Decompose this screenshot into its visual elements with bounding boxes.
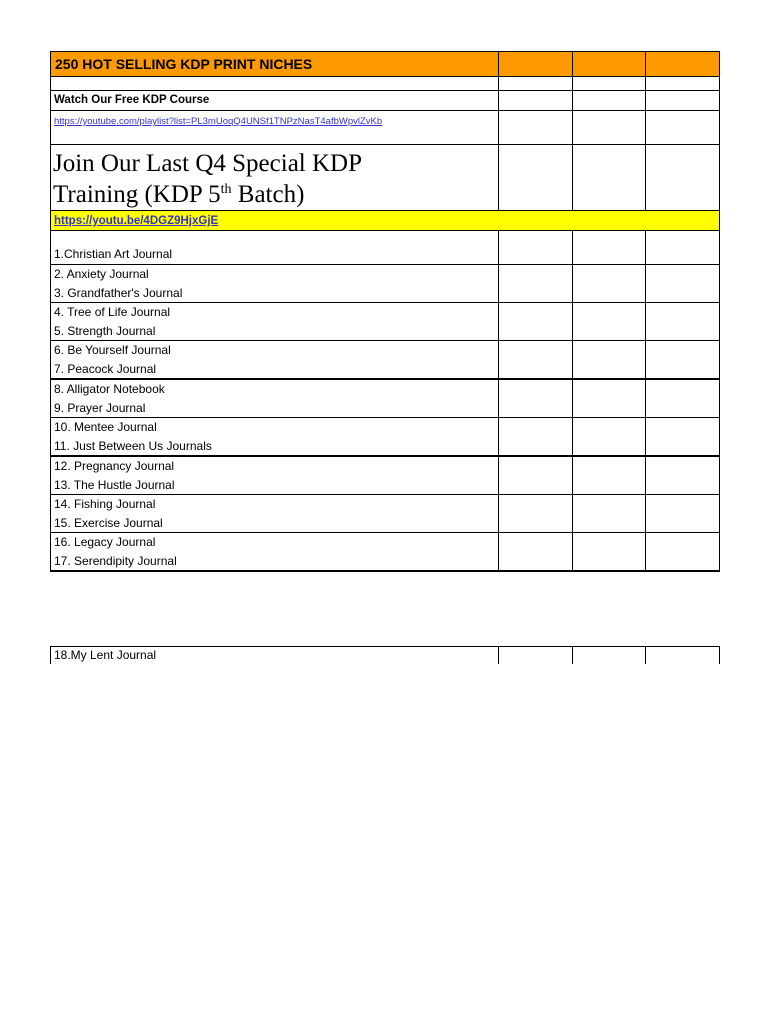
empty-cell (499, 265, 573, 303)
empty-cell (573, 231, 646, 265)
empty-cell (573, 265, 646, 303)
empty-cell (499, 211, 573, 231)
empty-cell (573, 533, 646, 572)
empty-cell (499, 647, 573, 665)
spacer-row (51, 77, 720, 91)
empty-cell (499, 145, 573, 211)
empty-cell (573, 647, 646, 665)
list-item: 12. Pregnancy Journal (54, 459, 175, 473)
item-cell (51, 265, 499, 303)
table-row (51, 379, 720, 418)
item-cell (51, 533, 499, 572)
empty-cell (646, 211, 720, 231)
list-item: 16. Legacy Journal (54, 535, 156, 549)
empty-cell (646, 303, 720, 341)
course-link[interactable]: https://youtube.com/playlist?list=PL3mUoqQ4UNSf1TNPzNasT4afbWpvlZvKb (54, 116, 383, 127)
table-row (51, 231, 720, 265)
training-line-1: Join Our Last Q4 Special KDP (53, 150, 362, 177)
empty-cell (499, 111, 573, 145)
training-link-row (51, 211, 720, 231)
empty-cell (573, 456, 646, 495)
empty-cell (646, 418, 720, 457)
item-cell (51, 379, 499, 418)
empty-cell (499, 495, 573, 533)
empty-cell (573, 91, 646, 111)
training-link-cell (51, 211, 499, 231)
niches-table (50, 51, 720, 572)
empty-cell (573, 211, 646, 231)
item-cell (51, 418, 499, 457)
empty-cell (499, 533, 573, 572)
empty-cell (646, 456, 720, 495)
list-item: 14. Fishing Journal (54, 497, 156, 511)
empty-cell (499, 91, 573, 111)
empty-cell (499, 77, 573, 91)
empty-cell (499, 341, 573, 380)
table-row (51, 303, 720, 341)
list-item: 2. Anxiety Journal (54, 267, 149, 281)
course-link-row (51, 111, 720, 145)
item-cell (51, 647, 499, 665)
table-row (51, 341, 720, 380)
table-row (51, 495, 720, 533)
item-cell (51, 495, 499, 533)
empty-cell (499, 456, 573, 495)
empty-cell (573, 418, 646, 457)
course-row (51, 91, 720, 111)
list-item: 1.Christian Art Journal (54, 247, 173, 261)
empty-cell (499, 379, 573, 418)
empty-cell (573, 77, 646, 91)
header-row (51, 52, 720, 77)
empty-cell (573, 145, 646, 211)
sheet-title: 250 HOT SELLING KDP PRINT NICHES (51, 52, 499, 77)
list-item: 3. Grandfather's Journal (54, 285, 183, 300)
list-item: 10. Mentee Journal (54, 420, 157, 434)
list-item: 5. Strength Journal (54, 323, 156, 338)
list-item: 4. Tree of Life Journal (54, 305, 171, 319)
empty-cell (646, 533, 720, 572)
empty-cell (51, 77, 499, 91)
empty-cell (499, 231, 573, 265)
list-item: 13. The Hustle Journal (54, 477, 175, 492)
empty-cell (573, 341, 646, 380)
empty-cell (499, 52, 573, 77)
list-item: 15. Exercise Journal (54, 515, 163, 530)
table-row (51, 647, 720, 665)
empty-cell (646, 231, 720, 265)
empty-cell (646, 111, 720, 145)
list-item: 8. Alligator Notebook (54, 382, 165, 396)
list-item: 9. Prayer Journal (54, 400, 146, 415)
table-row (51, 265, 720, 303)
item-cell (51, 456, 499, 495)
training-link[interactable]: https://youtu.be/4DGZ9HjxGjE (54, 215, 219, 227)
item-cell (51, 231, 499, 265)
empty-cell (646, 145, 720, 211)
list-item: 18.My Lent Journal (54, 648, 157, 662)
empty-cell (646, 91, 720, 111)
list-item: 11. Just Between Us Journals (54, 438, 212, 453)
item-cell (51, 303, 499, 341)
list-item: 6. Be Yourself Journal (54, 343, 171, 357)
training-row (51, 145, 720, 211)
table-row (51, 456, 720, 495)
niches-table-continued (50, 646, 720, 664)
empty-cell (646, 265, 720, 303)
empty-cell (646, 77, 720, 91)
training-line-2-post: Batch) (231, 181, 305, 208)
list-item: 7. Peacock Journal (54, 361, 157, 376)
course-link-cell (51, 111, 499, 145)
list-item: 17. Serendipity Journal (54, 553, 177, 568)
table-row (51, 533, 720, 572)
empty-cell (646, 647, 720, 665)
empty-cell (499, 418, 573, 457)
training-line-2-sup: th (220, 182, 232, 197)
empty-cell (573, 495, 646, 533)
empty-cell (499, 303, 573, 341)
table-row (51, 418, 720, 457)
training-heading (51, 145, 499, 211)
course-label: Watch Our Free KDP Course (51, 91, 499, 111)
empty-cell (646, 495, 720, 533)
empty-cell (646, 52, 720, 77)
empty-cell (573, 111, 646, 145)
empty-cell (646, 379, 720, 418)
item-cell (51, 341, 499, 380)
empty-cell (573, 379, 646, 418)
training-line-2-pre: Training (KDP 5 (53, 181, 221, 208)
empty-cell (573, 52, 646, 77)
empty-cell (646, 341, 720, 380)
empty-cell (573, 303, 646, 341)
